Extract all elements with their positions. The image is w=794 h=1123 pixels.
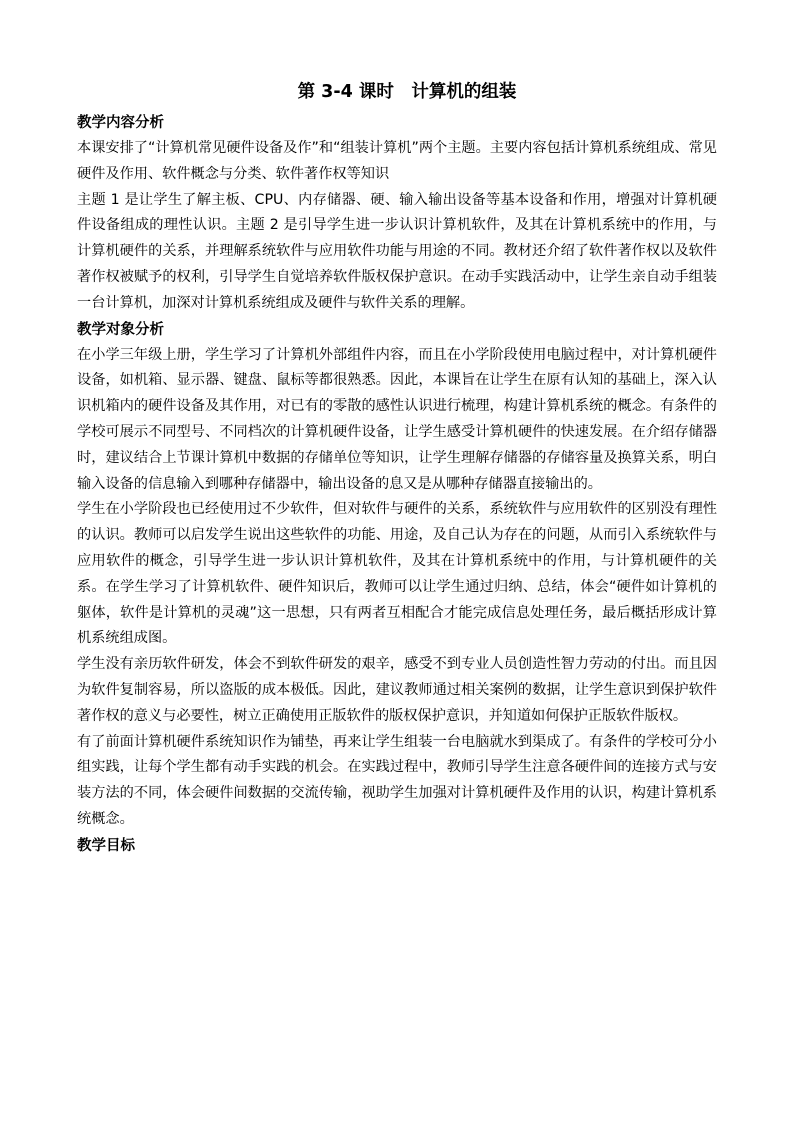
paragraph: 学生没有亲历软件研发，体会不到软件研发的艰辛，感受不到专业人员创造性智力劳动的付出。而且因为软件复制容易，所以盗版的成本极低。因此，建议教师通过相关案例的数据，让学生意识到保护软件著作权的意义与必要性，树立正确使用正版软件的版权保护意识，并知道如何保护正版软件版权。	[77, 656, 717, 724]
document-title: 第 3-4 课时 计算机的组装	[297, 82, 517, 102]
section-content-analysis	[77, 110, 717, 317]
paragraph: 有了前面计算机硬件系统知识作为铺垫，再来让学生组装一台电脑就水到渠成了。有条件的学校可分小组实践，让每个学生都有动手实践的机会。在实践过程中，教师引导学生注意各硬件间的连接方式与安装方法的不同，体会硬件间数据的交流传输，视助学生加强对计算机硬件及作用的认识，构建计算机系统概念。	[77, 733, 717, 827]
paragraph: 本课安排了“计算机常见硬件设备及作”和“组装计算机”两个主题。主要内容包括计算机系统组成、常见硬件及作用、软件概念与分类、软件著作权等知识	[77, 140, 717, 182]
section-heading: 教学目标	[77, 836, 135, 854]
document-page	[77, 78, 717, 859]
section-audience-analysis	[77, 317, 717, 833]
paragraph: 主题 1 是让学生了解主板、CPU、内存储器、硬、输入输出设备等基本设备和作用，增强对计算机硬件设备组成的理性认识。主题 2 是引导学生进一步认识计算机软件，及其在计算机系统中的作用，与计算机硬件的关系，并理解系统软件与应用软件功能与用途的不同。教材还介绍了软件著作权以及软件著作权被赋予的权利，引导学生自觉培养软件版权保护意识。在动手实践活动中，让学生亲自动手组装一台计算机，加深对计算机系统组成及硬件与软件关系的理解。	[77, 191, 717, 311]
section-heading: 教学对象分析	[77, 320, 164, 338]
paragraph: 在小学三年级上册，学生学习了计算机外部组件内容，而且在小学阶段使用电脑过程中，对计算机硬件设备，如机箱、显示器、键盘、鼠标等都很熟悉。因此，本课旨在让学生在原有认知的基础上，深入认识机箱内的硬件设备及其作用，对已有的零散的感性认识进行梳理，构建计算机系统的概念。有条件的学校可展示不同型号、不同档次的计算机硬件设备，让学生感受计算机硬件的快速发展。在介绍存储器时，建议结合上节课计算机中数据的存储单位等知识，让学生理解存储器的存储容量及换算关系，明白输入设备的信息输入到哪种存储器中，输出设备的息又是从哪种存储器直接输出的。	[77, 346, 717, 492]
section-teaching-goals	[77, 833, 717, 859]
paragraph: 学生在小学阶段也已经使用过不少软件，但对软件与硬件的关系，系统软件与应用软件的区别没有理性的认识。教师可以启发学生说出这些软件的功能、用途，及自己认为存在的问题，从而引入系统软件与应用软件的概念，引导学生进一步认识计算机软件，及其在计算机系统中的作用，与计算机硬件的关系。在学生学习了计算机软件、硬件知识后，教师可以让学生通过归纳、总结，体会“硬件如计算机的躯体，软件是计算机的灵魂”这一思想，只有两者互相配合才能完成信息处理任务，最后概括形成计算机系统组成图。	[77, 501, 717, 647]
section-heading: 教学内容分析	[77, 114, 164, 131]
